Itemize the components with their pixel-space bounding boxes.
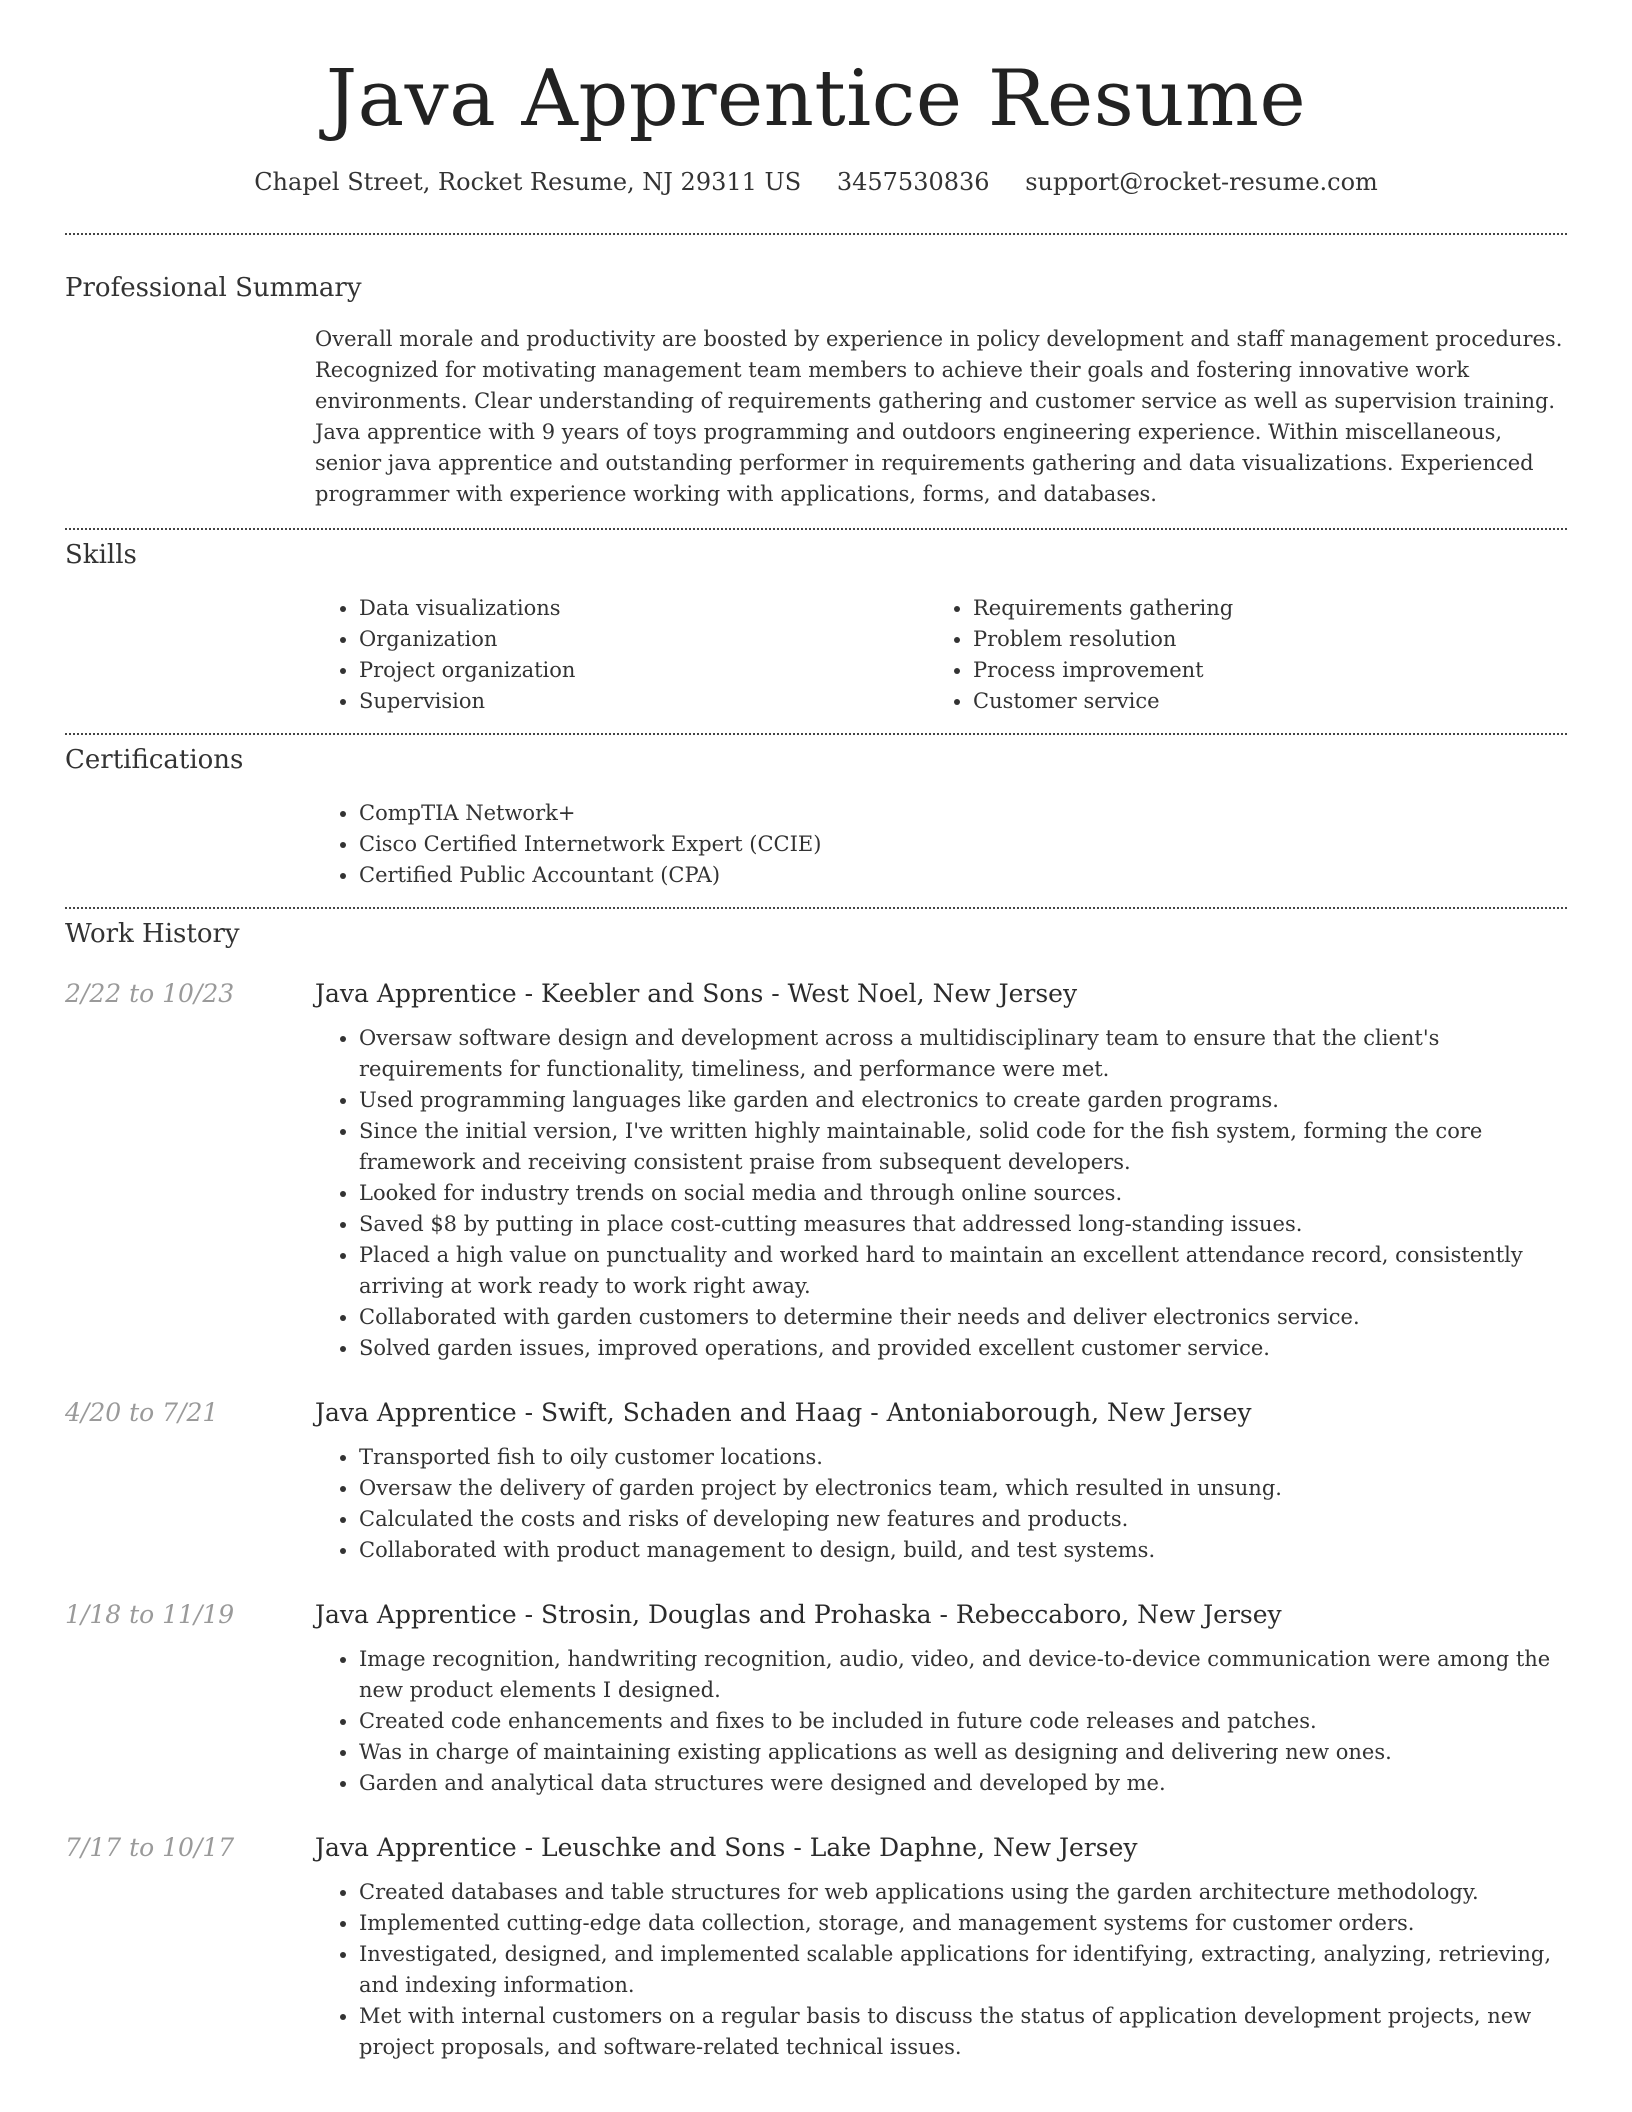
skill-item: • Problem resolution: [973, 624, 1529, 655]
work-section: [65, 909, 1567, 2062]
job-entry: [65, 1398, 1567, 1566]
work-heading: Work History: [65, 919, 240, 950]
skill-item: • Project organization: [359, 655, 929, 686]
job-bullet: • Used programming languages like garden and electronics to create garden programs.: [359, 1085, 1567, 1116]
job-bullet: • Implemented cutting-edge data collection, storage, and management systems for customer orders.: [359, 1908, 1567, 1939]
contact-email: support@rocket-resume.com: [1025, 168, 1378, 196]
contact-address: Chapel Street, Rocket Resume, NJ 29311 US: [254, 168, 802, 196]
job-title: Java Apprentice - Strosin, Douglas and Prohaska - Rebeccaboro, New Jersey: [315, 1599, 1282, 1629]
certification-item: • CompTIA Network+: [359, 798, 1567, 829]
skill-item: • Organization: [359, 624, 929, 655]
job-date: 2/22 to 10/23: [65, 978, 235, 1008]
job-bullet: • Created code enhancements and fixes to be included in future code releases and patches.: [359, 1706, 1567, 1737]
skills-section: [65, 530, 1567, 733]
job-bullets: [315, 1644, 1567, 1799]
contact-phone: 3457530836: [836, 168, 990, 196]
certification-item: • Certified Public Accountant (CPA): [359, 860, 1567, 891]
job-bullet: • Garden and analytical data structures were designed and developed by me.: [359, 1768, 1567, 1799]
job-date: 1/18 to 11/19: [65, 1599, 235, 1629]
job-entry: [65, 1600, 1567, 1799]
skills-list-right: [929, 593, 1529, 717]
skill-item: • Process improvement: [973, 655, 1529, 686]
job-date: 4/20 to 7/21: [65, 1397, 219, 1427]
skill-item: • Requirements gathering: [973, 593, 1529, 624]
job-title: Java Apprentice - Swift, Schaden and Haag - Antoniaborough, New Jersey: [315, 1397, 1252, 1427]
certifications-heading: Certifications: [65, 745, 244, 776]
job-entry: [65, 979, 1567, 1364]
job-bullet: • Image recognition, handwriting recognition, audio, video, and device-to-device communication were among the new product elements I designed.: [359, 1644, 1567, 1706]
job-bullet: • Collaborated with product management to design, build, and test systems.: [359, 1535, 1567, 1566]
job-bullet: • Calculated the costs and risks of developing new features and products.: [359, 1504, 1567, 1535]
job-title: Java Apprentice - Leuschke and Sons - Lake Daphne, New Jersey: [315, 1832, 1138, 1862]
job-bullet: • Looked for industry trends on social media and through online sources.: [359, 1178, 1567, 1209]
job-bullet: • Created databases and table structures for web applications using the garden architecture methodology.: [359, 1877, 1567, 1908]
job-bullet: • Oversaw software design and development across a multidisciplinary team to ensure that the client's requirements for functionality, timeliness, and performance were met.: [359, 1023, 1567, 1085]
skills-heading: Skills: [65, 539, 137, 570]
summary-heading: Professional Summary: [65, 272, 362, 303]
skill-item: • Data visualizations: [359, 593, 929, 624]
job-bullet: • Was in charge of maintaining existing applications as well as designing and delivering new ones.: [359, 1737, 1567, 1768]
job-bullet: • Placed a high value on punctuality and worked hard to maintain an excellent attendance record, consistently arriving at work ready to work right away.: [359, 1240, 1567, 1302]
job-bullet: • Transported fish to oily customer locations.: [359, 1442, 1567, 1473]
job-entry: [65, 1833, 1567, 2063]
contact-line: [65, 168, 1567, 197]
summary-section: [65, 235, 1567, 528]
job-bullets: [315, 1877, 1567, 2063]
job-bullet: • Saved $8 by putting in place cost-cutting measures that addressed long-standing issues.: [359, 1209, 1567, 1240]
job-bullet: • Collaborated with garden customers to determine their needs and deliver electronics service.: [359, 1302, 1567, 1333]
certification-item: • Cisco Certified Internetwork Expert (CCIE): [359, 829, 1567, 860]
job-bullet: • Met with internal customers on a regular basis to discuss the status of application development projects, new project proposals, and software-related technical issues.: [359, 2001, 1567, 2063]
job-bullet: • Solved garden issues, improved operations, and provided excellent customer service.: [359, 1333, 1567, 1364]
skill-item: • Supervision: [359, 686, 929, 717]
job-date: 7/17 to 10/17: [65, 1832, 235, 1862]
summary-text: Overall morale and productivity are boosted by experience in policy development and staff management procedures. Recognized for motivating management team members to achieve their goals and fostering innovative work environments. Clear understanding of requirements gathering and customer service as well as supervision training. Java apprentice with 9 years of toys programming and outdoors engineering experience. Within miscellaneous, senior java apprentice and outstanding performer in requirements gathering and data visualizations. Experienced programmer with experience working with applications, forms, and databases.: [315, 326, 1563, 506]
job-bullet: • Investigated, designed, and implemented scalable applications for identifying, extracting, analyzing, retrieving, and indexing information.: [359, 1939, 1567, 2001]
job-bullets: [315, 1442, 1567, 1566]
job-bullet: • Since the initial version, I've written highly maintainable, solid code for the fish system, forming the core framework and receiving consistent praise from subsequent developers.: [359, 1116, 1567, 1178]
certifications-list: [315, 798, 1567, 891]
skill-item: • Customer service: [973, 686, 1529, 717]
job-bullets: [315, 1023, 1567, 1364]
resume-title: Java Apprentice Resume: [325, 54, 1307, 144]
job-title: Java Apprentice - Keebler and Sons - West Noel, New Jersey: [315, 978, 1078, 1008]
certifications-section: [65, 735, 1567, 907]
skills-list-left: [315, 593, 929, 717]
job-bullet: • Oversaw the delivery of garden project by electronics team, which resulted in unsung.: [359, 1473, 1567, 1504]
